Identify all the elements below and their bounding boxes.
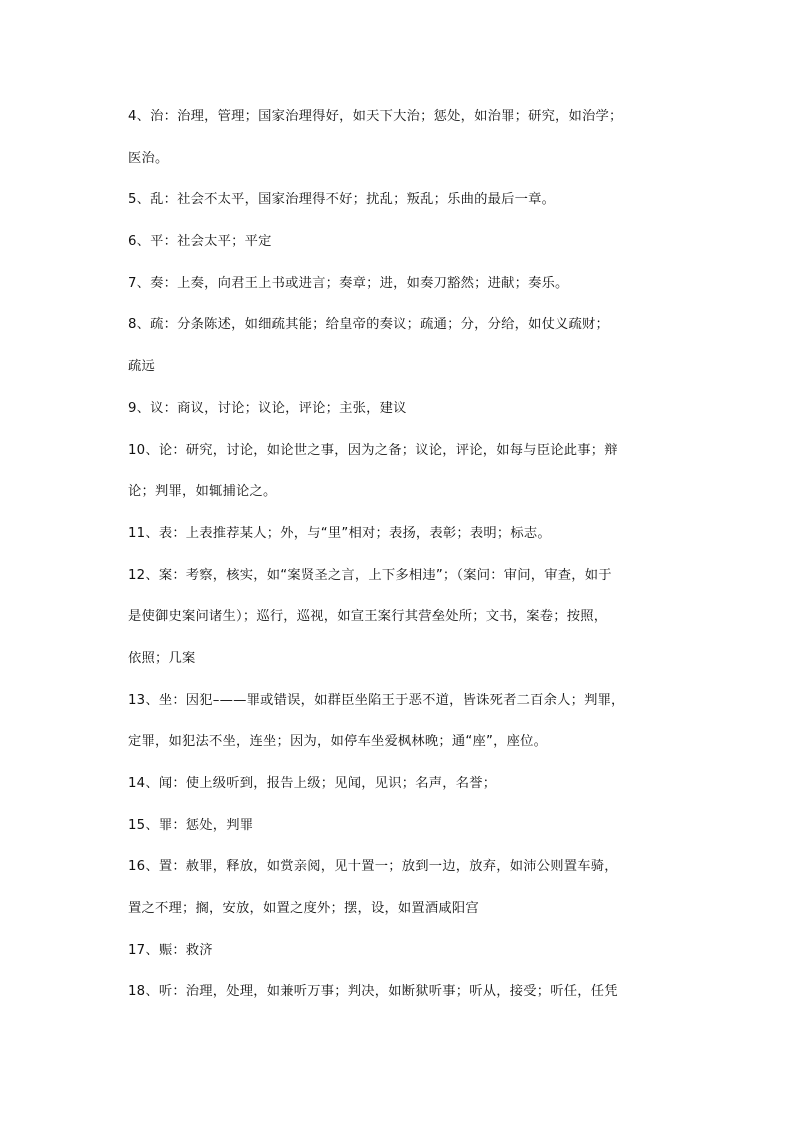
text-line: 18、听：治理，处理，如兼听万事；判决，如断狱听事；听从，接受；听任，任凭 [128, 984, 618, 1000]
text-line: 14、闻：使上级听到，报告上级；见闻，见识；名声，名誉； [128, 776, 497, 791]
text-line: 置之不理；搁，安放，如置之度外；摆，设，如置酒咸阳宫 [128, 901, 479, 917]
text-line: 定罪，如犯法不坐，连坐；因为，如停车坐爱枫林晚；通“座”，座位。 [128, 734, 548, 750]
text-line: 17、赈：救济 [128, 942, 213, 958]
text-line: 15、罪：惩处，判罪 [128, 817, 254, 833]
text-line: 9、议：商议，讨论；议论，评论；主张，建议 [128, 400, 407, 416]
text-line: 13、坐：因犯–——罪或错误，如群臣坐陷王于恶不道，皆诛死者二百余人；判罪， [128, 692, 625, 708]
text-line: 论；判罪，如辄捕论之。 [128, 484, 277, 500]
text-line: 5、乱：社会不太平，国家治理得不好；扰乱；叛乱；乐曲的最后一章。 [128, 192, 556, 208]
text-line: 疏远 [128, 359, 155, 375]
text-line: 4、治：治理，管理；国家治理得好，如天下大治；惩处，如治罪；研究，如治学； [128, 109, 623, 124]
text-line: 12、案：考察，核实，如“案贤圣之言，上下多相违”；（案问：审问，审查，如于 [128, 567, 612, 583]
text-line: 11、表：上表推荐某人；外，与“里”相对；表扬，表彰；表明；标志。 [128, 525, 551, 541]
document-body [128, 104, 684, 1021]
text-line: 6、平：社会太平；平定 [128, 234, 272, 250]
text-line: 16、置：赦罪，释放，如赏亲阅，见十置一；放到一边，放弃，如沛公则置车骑， [128, 859, 618, 875]
text-line: 依照；几案 [128, 650, 196, 666]
text-line: 是使御史案问诸生）；巡行，巡视，如宣王案行其营垒处所；文书，案卷；按照， [128, 609, 608, 625]
text-line: 医治。 [128, 150, 169, 166]
text-line: 7、奏：上奏，向君王上书或进言；奏章；进，如奏刀豁然；进献；奏乐。 [128, 275, 569, 291]
text-line: 8、疏：分条陈述，如细疏其能；给皇帝的奏议；疏通；分，分给，如仗义疏财； [128, 317, 610, 333]
text-line: 10、论：研究，讨论，如论世之事，因为之备；议论，评论，如每与臣论此事；辩 [128, 442, 618, 458]
